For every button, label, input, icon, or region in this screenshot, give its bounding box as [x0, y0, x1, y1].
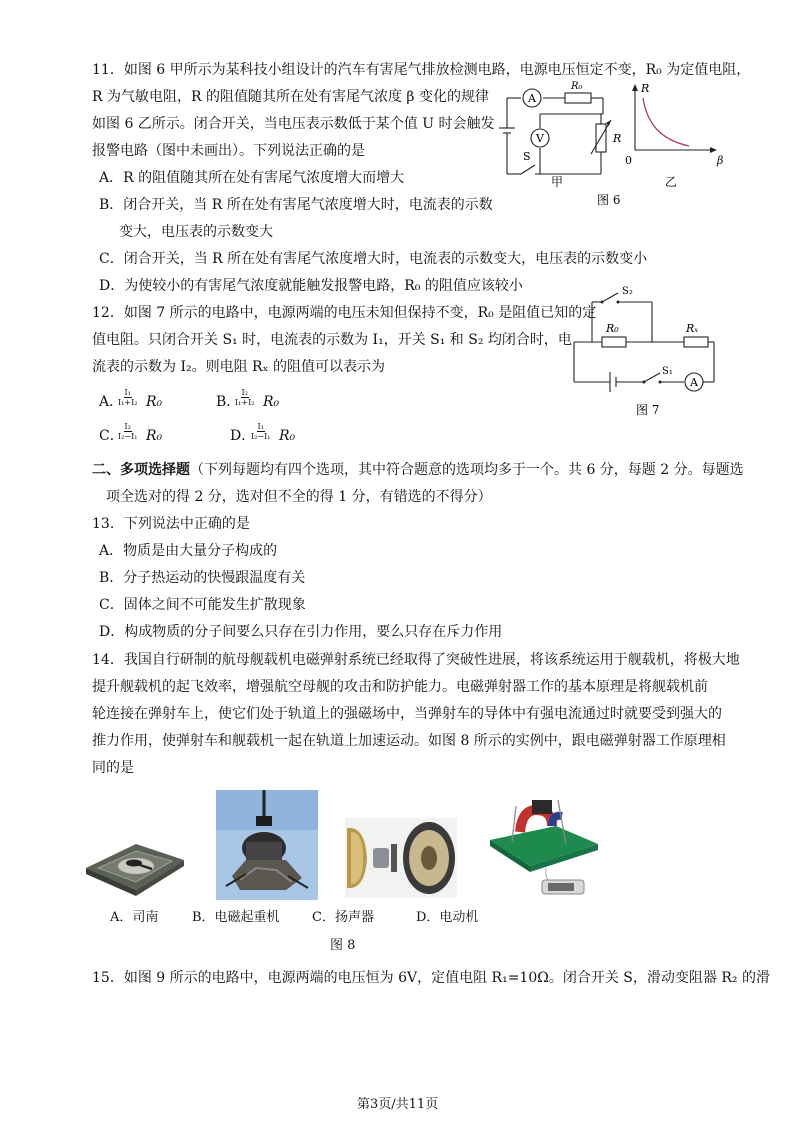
fraction-numerator: I₂ [241, 388, 248, 397]
q13-option-b: B．分子热运动的快慢跟温度有关 [99, 570, 306, 586]
q12-stem-line1: 12．如图 7 所示的电路中，电源两端的电压未知但保持不变，R₀ 是阻值已知的定 [92, 305, 597, 321]
rx-label: Rₓ [686, 322, 699, 335]
q11-stem-line2: R 为气敏电阻，R 的阻值随其所在处有害尾气浓度 β 变化的规律 [92, 89, 489, 105]
electromagnetic-crane-image [216, 790, 318, 900]
fig6-jia-label: 甲 [551, 175, 564, 189]
q14-stem-line2: 提升舰载机的起飞效率，增强航空母舰的攻击和防护能力。电磁弹射器工作的基本原理是将舰载机前 [92, 679, 708, 695]
fraction-numerator: I₂ [124, 422, 131, 431]
q13-stem: 13．下列说法中正确的是 [92, 516, 250, 532]
q14-stem-line3: 轮连接在弹射车上，使它们处于轨道上的强磁场中，当弹射车的导体中有强电流通过时就要受到强大的 [92, 706, 722, 722]
fig8-option-d-label: D．电动机 [416, 910, 479, 925]
fig7-caption: 图 7 [636, 403, 660, 417]
q12-option-d-fraction [251, 422, 270, 441]
fraction-denominator: I₂−I₁ [251, 432, 271, 441]
electric-motor-image [486, 796, 600, 900]
q12-option-a-fraction [118, 388, 137, 407]
q11-option-d: D．为使较小的有害尾气浓度就能触发报警电路，R₀ 的阻值应该较小 [99, 278, 523, 294]
q13-option-c: C．固体之间不可能发生扩散现象 [99, 597, 306, 613]
q15-stem-line1: 15．如图 9 所示的电路中，电源两端的电压恒为 6V，定值电阻 R₁=10Ω。闭合开关 S，滑动变阻器 R₂ 的滑 [92, 970, 770, 986]
q11-stem-line3: 如图 6 乙所示。闭合开关，当电压表示数低于某个值 U 时会触发 [92, 116, 495, 132]
q11-stem-line4: 报警电路（图中未画出）。下列说法正确的是 [92, 143, 365, 159]
q11-option-c: C．闭合开关，当 R 所在处有害尾气浓度增大时，电流表的示数变大，电压表的示数变小 [99, 251, 648, 267]
r-label: R [613, 132, 622, 145]
graph-y-axis-label: R [641, 82, 650, 95]
q12-stem-line2: 值电阻。只闭合开关 S₁ 时，电流表的示数为 I₁，开关 S₁ 和 S₂ 均闭合时，电 [92, 332, 572, 348]
fig6-caption: 图 6 [597, 193, 621, 207]
q12-option-b-fraction [235, 388, 254, 407]
fig8-option-b-label: B．电磁起重机 [192, 910, 280, 925]
loudspeaker-image [345, 818, 457, 898]
q12-option-d-label: D． [230, 428, 256, 444]
fraction-denominator: I₂−I₁ [118, 432, 138, 441]
fig8-option-c-label: C．扬声器 [312, 910, 374, 925]
fig8-caption: 图 8 [330, 938, 356, 953]
q12-option-b-label: B． [216, 394, 241, 410]
q12-option-c-label: C． [99, 428, 124, 444]
s1-label: S₁ [662, 366, 673, 377]
section2-instructions: （下列每题均有四个选项，其中符合题意的选项均多于一个。共 6 分，每题 2 分。每题选 [190, 462, 744, 478]
page-footer: 第3页/共11页 [357, 1097, 439, 1112]
section2-heading-line1 [92, 460, 744, 480]
voltmeter-label: V [536, 132, 544, 145]
q12-option-c-fraction [118, 422, 137, 441]
ammeter-label: A [690, 376, 698, 389]
figure-6 [495, 76, 735, 214]
q13-option-a: A．物质是由大量分子构成的 [99, 543, 278, 559]
fig8-option-a-label: A．司南 [110, 910, 159, 925]
switch-s-label: S [523, 150, 531, 163]
graph-x-axis-label: β [717, 154, 724, 167]
q14-stem-line4: 推力作用，使弹射车和舰载机一起在轨道上加速运动。如图 8 所示的实例中，跟电磁弹射器工作原理相 [92, 733, 726, 749]
r0-label: R₀ [606, 322, 619, 335]
section2-title: 二、多项选择题 [92, 462, 190, 478]
q11-stem-line1: 11．如图 6 甲所示为某科技小组设计的汽车有害尾气排放检测电路，电源电压恒定不变，R₀ 为定值电阻， [92, 62, 751, 78]
s2-label: S₂ [622, 286, 633, 297]
q11-option-a: A．R 的阻值随其所在处有害尾气浓度增大而增大 [99, 170, 405, 186]
q11-option-b-line2: 变大，电压表的示数变大 [119, 224, 273, 240]
q12-option-d-r0: R₀ [279, 428, 296, 444]
fraction-numerator: I₁ [257, 422, 264, 431]
q12-stem-line3: 流表的示数为 I₂。则电阻 Rₓ 的阻值可以表示为 [92, 359, 385, 375]
figure-7 [566, 278, 726, 420]
fraction-denominator: I₁+I₂ [118, 398, 138, 407]
fraction-denominator: I₁+I₂ [235, 398, 255, 407]
q12-option-a-r0: R₀ [146, 394, 163, 410]
q11-option-b-line1: B．闭合开关，当 R 所在处有害尾气浓度增大时，电流表的示数 [99, 197, 493, 213]
graph-origin-label: 0 [625, 154, 632, 167]
q12-option-a-label: A． [99, 394, 124, 410]
compass-sinan-image [80, 818, 188, 898]
q14-stem-line1: 14．我国自行研制的航母舰载机电磁弹射系统已经取得了突破性进展，将该系统运用于舰载机，将极大地 [92, 652, 740, 668]
q12-option-c-r0: R₀ [146, 428, 163, 444]
section2-heading-line2: 项全选对的得 2 分，选对但不全的得 1 分，有错选的不得分） [106, 489, 492, 505]
ammeter-label: A [528, 92, 536, 105]
q13-option-d: D．构成物质的分子间要么只存在引力作用，要么只存在斥力作用 [99, 624, 503, 640]
q14-stem-line5: 同的是 [92, 760, 134, 776]
r0-label: R₀ [571, 81, 583, 92]
q12-option-b-r0: R₀ [263, 394, 280, 410]
fig6-yi-label: 乙 [665, 175, 678, 189]
fraction-numerator: I₁ [124, 388, 131, 397]
